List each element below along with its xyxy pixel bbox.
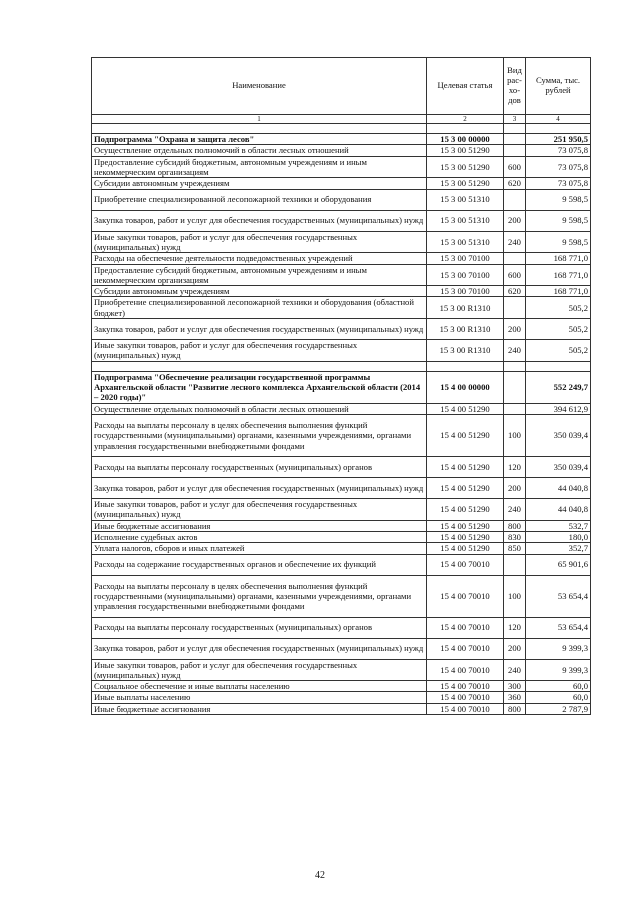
subprogram-row <box>92 371 591 403</box>
row-name: Иные закупки товаров, работ и услуг для обеспечения государственных (муниципальных) нужд <box>92 498 427 520</box>
row-name: Приобретение специализированной лесопожарной техники и оборудования (областной бюджет) <box>92 297 427 319</box>
row-expense-type <box>504 145 526 156</box>
table-row <box>92 286 591 297</box>
spacer-cell <box>427 361 504 371</box>
table-row <box>92 477 591 498</box>
spacer-cell <box>504 124 526 134</box>
spacer-cell <box>526 124 591 134</box>
row-sum: 2 787,9 <box>526 703 591 714</box>
table-row <box>92 340 591 362</box>
row-expense-type: 120 <box>504 617 526 638</box>
row-code: 15 4 00 51290 <box>427 520 504 531</box>
row-expense-type: 600 <box>504 156 526 178</box>
column-number: 2 <box>427 115 504 124</box>
row-name: Иные закупки товаров, работ и услуг для обеспечения государственных (муниципальных) нужд <box>92 659 427 681</box>
row-sum: 9 399,3 <box>526 659 591 681</box>
row-name: Осуществление отдельных полномочий в области лесных отношений <box>92 145 427 156</box>
table-row <box>92 692 591 703</box>
row-code: 15 3 00 51290 <box>427 145 504 156</box>
table-row <box>92 575 591 617</box>
row-sum: 552 249,7 <box>526 371 591 403</box>
row-code: 15 4 00 70010 <box>427 554 504 575</box>
table-row <box>92 253 591 264</box>
row-sum: 9 598,5 <box>526 210 591 231</box>
row-expense-type <box>504 403 526 414</box>
row-expense-type: 240 <box>504 659 526 681</box>
row-sum: 73 075,8 <box>526 156 591 178</box>
row-code: 15 3 00 51310 <box>427 231 504 253</box>
row-code: 15 3 00 70100 <box>427 253 504 264</box>
row-expense-type: 800 <box>504 520 526 531</box>
row-code: 15 4 00 51290 <box>427 403 504 414</box>
row-code: 15 3 00 R1310 <box>427 340 504 362</box>
row-code: 15 4 00 70010 <box>427 692 504 703</box>
row-code: 15 3 00 R1310 <box>427 319 504 340</box>
row-sum: 532,7 <box>526 520 591 531</box>
row-sum: 9 598,5 <box>526 189 591 210</box>
row-name: Предоставление субсидий бюджетным, автономным учреждениям и иным некоммерческим организациям <box>92 264 427 286</box>
row-sum: 180,0 <box>526 531 591 542</box>
row-name: Предоставление субсидий бюджетным, автономным учреждениям и иным некоммерческим организациям <box>92 156 427 178</box>
table-row <box>92 403 591 414</box>
table-row <box>92 156 591 178</box>
table-row <box>92 178 591 189</box>
table-row <box>92 210 591 231</box>
row-sum: 168 771,0 <box>526 253 591 264</box>
row-code: 15 4 00 00000 <box>427 371 504 403</box>
row-name: Закупка товаров, работ и услуг для обеспечения государственных (муниципальных) нужд <box>92 638 427 659</box>
table-row <box>92 681 591 692</box>
row-name: Иные закупки товаров, работ и услуг для обеспечения государственных (муниципальных) нужд <box>92 340 427 362</box>
row-code: 15 4 00 70010 <box>427 617 504 638</box>
table-row <box>92 264 591 286</box>
row-code: 15 4 00 51290 <box>427 414 504 456</box>
row-code: 15 3 00 51310 <box>427 189 504 210</box>
header-sum: Сумма, тыс. рублей <box>526 58 591 115</box>
row-expense-type: 360 <box>504 692 526 703</box>
row-code: 15 4 00 70010 <box>427 703 504 714</box>
row-name: Уплата налогов, сборов и иных платежей <box>92 543 427 554</box>
row-code: 15 3 00 70100 <box>427 286 504 297</box>
table-row <box>92 498 591 520</box>
row-code: 15 3 00 51290 <box>427 156 504 178</box>
row-sum: 505,2 <box>526 297 591 319</box>
row-expense-type: 620 <box>504 178 526 189</box>
row-code: 15 4 00 51290 <box>427 498 504 520</box>
row-expense-type <box>504 554 526 575</box>
row-sum: 505,2 <box>526 340 591 362</box>
row-expense-type: 100 <box>504 414 526 456</box>
row-code: 15 4 00 51290 <box>427 477 504 498</box>
spacer-cell <box>526 361 591 371</box>
row-name: Исполнение судебных актов <box>92 531 427 542</box>
spacer-cell <box>92 124 427 134</box>
row-expense-type: 800 <box>504 703 526 714</box>
header-code: Целевая статья <box>427 58 504 115</box>
row-code: 15 3 00 70100 <box>427 264 504 286</box>
table-row <box>92 414 591 456</box>
table-row <box>92 456 591 477</box>
row-name: Приобретение специализированной лесопожарной техники и оборудования <box>92 189 427 210</box>
table-row <box>92 543 591 554</box>
table-row <box>92 520 591 531</box>
column-number: 1 <box>92 115 427 124</box>
row-sum: 53 654,4 <box>526 617 591 638</box>
row-expense-type: 620 <box>504 286 526 297</box>
row-name: Осуществление отдельных полномочий в области лесных отношений <box>92 403 427 414</box>
row-expense-type: 300 <box>504 681 526 692</box>
row-sum: 73 075,8 <box>526 145 591 156</box>
table-row <box>92 189 591 210</box>
page-number: 42 <box>315 870 325 881</box>
row-sum: 251 950,5 <box>526 134 591 145</box>
row-sum: 394 612,9 <box>526 403 591 414</box>
row-name: Закупка товаров, работ и услуг для обеспечения государственных (муниципальных) нужд <box>92 477 427 498</box>
column-number-row <box>92 115 591 124</box>
row-expense-type <box>504 189 526 210</box>
header-vid: Вид рас-хо-дов <box>504 58 526 115</box>
table-row <box>92 554 591 575</box>
row-sum: 44 040,8 <box>526 477 591 498</box>
row-expense-type: 240 <box>504 498 526 520</box>
row-name: Иные выплаты населению <box>92 692 427 703</box>
row-expense-type: 200 <box>504 638 526 659</box>
row-name: Подпрограмма "Обеспечение реализации государственной программы Архангельской области "Развитие лесного комплекса Архангельской области (2014 – 2020 годы)" <box>92 371 427 403</box>
row-code: 15 4 00 70010 <box>427 638 504 659</box>
row-expense-type: 200 <box>504 319 526 340</box>
row-name: Подпрограмма "Охрана и защита лесов" <box>92 134 427 145</box>
row-sum: 350 039,4 <box>526 456 591 477</box>
row-expense-type: 830 <box>504 531 526 542</box>
row-name: Субсидии автономным учреждениям <box>92 286 427 297</box>
row-code: 15 3 00 R1310 <box>427 297 504 319</box>
column-number: 3 <box>504 115 526 124</box>
spacer-cell <box>92 361 427 371</box>
row-name: Иные закупки товаров, работ и услуг для обеспечения государственных (муниципальных) нужд <box>92 231 427 253</box>
row-code: 15 4 00 70010 <box>427 681 504 692</box>
table-row <box>92 145 591 156</box>
row-sum: 73 075,8 <box>526 178 591 189</box>
header-name: Наименование <box>92 58 427 115</box>
row-sum: 352,7 <box>526 543 591 554</box>
row-name: Расходы на обеспечение деятельности подведомственных учреждений <box>92 253 427 264</box>
row-code: 15 3 00 51290 <box>427 178 504 189</box>
row-name: Закупка товаров, работ и услуг для обеспечения государственных (муниципальных) нужд <box>92 319 427 340</box>
row-expense-type: 600 <box>504 264 526 286</box>
row-sum: 60,0 <box>526 681 591 692</box>
row-name: Иные бюджетные ассигнования <box>92 520 427 531</box>
row-sum: 168 771,0 <box>526 264 591 286</box>
row-sum: 65 901,6 <box>526 554 591 575</box>
row-expense-type: 200 <box>504 477 526 498</box>
row-expense-type <box>504 253 526 264</box>
row-expense-type: 120 <box>504 456 526 477</box>
table-row <box>92 703 591 714</box>
row-sum: 350 039,4 <box>526 414 591 456</box>
row-name: Расходы на содержание государственных органов и обеспечение их функций <box>92 554 427 575</box>
row-code: 15 3 00 51310 <box>427 210 504 231</box>
row-sum: 44 040,8 <box>526 498 591 520</box>
row-expense-type <box>504 134 526 145</box>
row-name: Расходы на выплаты персоналу государственных (муниципальных) органов <box>92 617 427 638</box>
spacer-row <box>92 361 591 371</box>
row-name: Закупка товаров, работ и услуг для обеспечения государственных (муниципальных) нужд <box>92 210 427 231</box>
row-expense-type: 200 <box>504 210 526 231</box>
row-code: 15 4 00 51290 <box>427 531 504 542</box>
spacer-row <box>92 124 591 134</box>
spacer-cell <box>427 124 504 134</box>
row-name: Расходы на выплаты персоналу в целях обеспечения выполнения функций государственными (муниципальными) органами, казенными учреждениями, органами управления государственными внебюджетными фондами <box>92 575 427 617</box>
row-code: 15 3 00 00000 <box>427 134 504 145</box>
row-sum: 505,2 <box>526 319 591 340</box>
row-expense-type: 850 <box>504 543 526 554</box>
budget-table-body <box>92 58 591 715</box>
budget-table <box>91 57 591 715</box>
table-row <box>92 319 591 340</box>
row-sum: 53 654,4 <box>526 575 591 617</box>
row-sum: 9 598,5 <box>526 231 591 253</box>
row-sum: 168 771,0 <box>526 286 591 297</box>
row-code: 15 4 00 51290 <box>427 456 504 477</box>
row-code: 15 4 00 70010 <box>427 659 504 681</box>
row-sum: 60,0 <box>526 692 591 703</box>
row-expense-type: 240 <box>504 340 526 362</box>
table-row <box>92 659 591 681</box>
table-row <box>92 231 591 253</box>
table-row <box>92 531 591 542</box>
table-row <box>92 617 591 638</box>
row-expense-type: 240 <box>504 231 526 253</box>
row-name: Расходы на выплаты персоналу в целях обеспечения выполнения функций государственными (муниципальными) органами, казенными учреждениями, органами управления государственными внебюджетными фондами <box>92 414 427 456</box>
table-row <box>92 297 591 319</box>
row-expense-type: 100 <box>504 575 526 617</box>
row-sum: 9 399,3 <box>526 638 591 659</box>
spacer-cell <box>504 361 526 371</box>
column-number: 4 <box>526 115 591 124</box>
table-header-row <box>92 58 591 115</box>
row-code: 15 4 00 51290 <box>427 543 504 554</box>
row-name: Субсидии автономным учреждениям <box>92 178 427 189</box>
subprogram-row <box>92 134 591 145</box>
row-expense-type <box>504 371 526 403</box>
table-row <box>92 638 591 659</box>
row-expense-type <box>504 297 526 319</box>
row-name: Социальное обеспечение и иные выплаты населению <box>92 681 427 692</box>
row-code: 15 4 00 70010 <box>427 575 504 617</box>
row-name: Иные бюджетные ассигнования <box>92 703 427 714</box>
row-name: Расходы на выплаты персоналу государственных (муниципальных) органов <box>92 456 427 477</box>
